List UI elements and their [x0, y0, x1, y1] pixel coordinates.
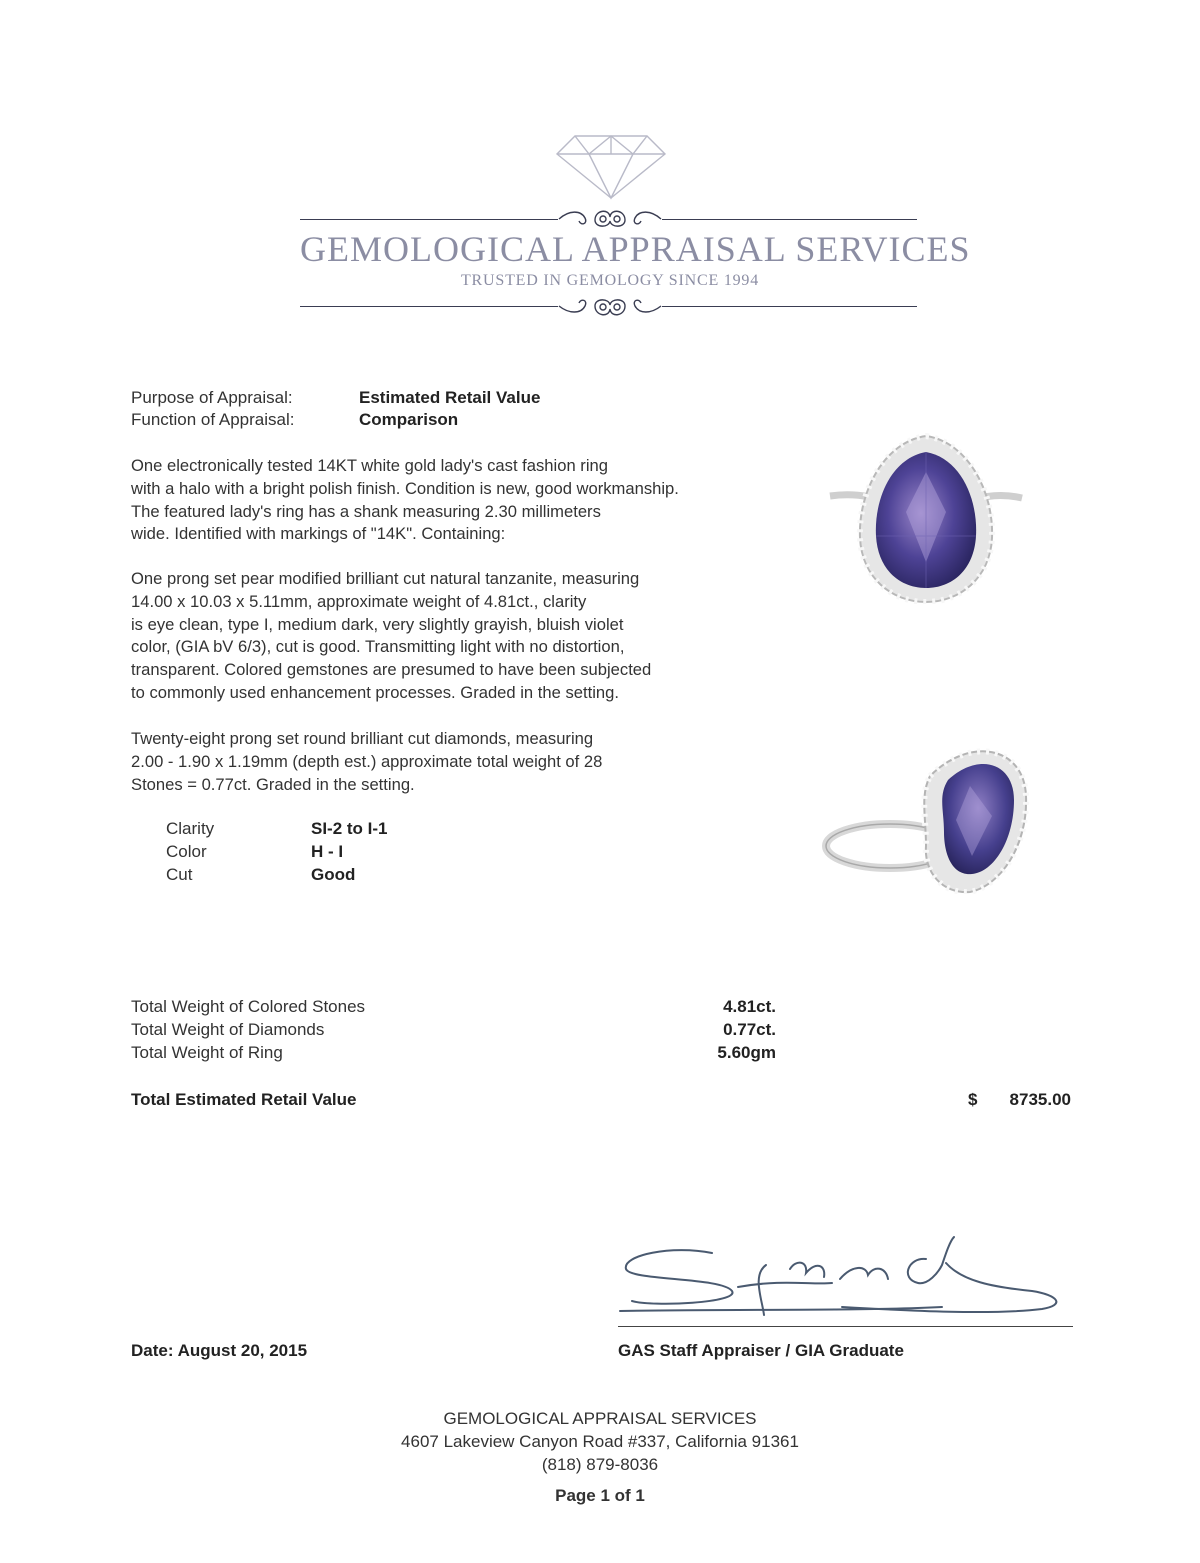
signature-line	[618, 1326, 1073, 1327]
grading-row	[166, 818, 466, 841]
grading-value: H - I	[311, 842, 344, 861]
function-value: Comparison	[359, 410, 459, 429]
appraiser-title: GAS Staff Appraiser / GIA Graduate	[618, 1341, 904, 1360]
footer-phone: (818) 879-8036	[541, 1455, 659, 1474]
company-name: GEMOLOGICAL APPRAISAL SERVICES	[300, 229, 971, 269]
ornament-icon	[555, 294, 665, 318]
diamond-icon	[553, 128, 669, 200]
grading-row	[166, 864, 466, 887]
grading-value: Good	[311, 865, 356, 884]
signature	[612, 1235, 1072, 1331]
grading-label: Clarity	[166, 819, 215, 838]
bottom-rule-left	[300, 306, 558, 307]
purpose-value: Estimated Retail Value	[359, 388, 541, 407]
purpose-label: Purpose of Appraisal:	[131, 388, 293, 407]
grading-row	[166, 841, 466, 864]
total-diamonds-label: Total Weight of Diamonds	[131, 1020, 325, 1039]
total-diamonds-value: 0.77ct.	[723, 1020, 776, 1039]
total-ring-weight-value: 5.60gm	[717, 1043, 776, 1062]
grading-label: Color	[166, 842, 207, 861]
ring-side-view-photo	[820, 736, 1036, 894]
total-ring-weight-label: Total Weight of Ring	[131, 1043, 283, 1062]
tanzanite-description: One prong set pear modified brilliant cut natural tanzanite, measuring 14.00 x 10.03 x 5.11mm, approximate weight of 4.81ct., clarity is eye clean, type I, medium dark, very slightly grayish, bluish violet color, (GIA bV 6/3), cut is good. Transmitting light with no distortion, transparent. Colored gemstones are presumed to have been subjected to commonly used enhancement processes. Graded in the setting.	[131, 569, 652, 702]
function-label: Function of Appraisal:	[131, 410, 295, 429]
top-rule-left	[300, 219, 558, 220]
total-colored-stones-label: Total Weight of Colored Stones	[131, 997, 366, 1016]
diamonds-description: Twenty-eight prong set round brilliant cut diamonds, measuring 2.00 - 1.90 x 1.19mm (depth est.) approximate total weight of 28 Stones = 0.77ct. Graded in the setting.	[131, 729, 603, 794]
footer-address: 4607 Lakeview Canyon Road #337, California 91361	[401, 1432, 799, 1451]
retail-currency: $	[968, 1090, 978, 1109]
ring-description: One electronically tested 14KT white gold lady's cast fashion ring with a halo with a bright polish finish. Condition is new, good workmanship. The featured lady's ring has a shank measuring 2.30 millimeters wide. Identified with markings of "14K". Containing:	[131, 456, 679, 544]
bottom-rule-right	[662, 306, 917, 307]
grading-value: SI-2 to I-1	[311, 819, 388, 838]
retail-value-label: Total Estimated Retail Value	[131, 1090, 357, 1109]
total-colored-stones-value: 4.81ct.	[723, 997, 776, 1016]
top-rule-right	[662, 219, 917, 220]
appraisal-date: Date: August 20, 2015	[131, 1341, 308, 1360]
page-number: Page 1 of 1	[555, 1486, 645, 1505]
grading-table	[166, 818, 466, 887]
grading-label: Cut	[166, 865, 193, 884]
ring-top-view-photo	[828, 432, 1024, 604]
ornament-icon	[555, 206, 665, 230]
footer-company: GEMOLOGICAL APPRAISAL SERVICES	[443, 1409, 757, 1428]
retail-amount: 8735.00	[1009, 1090, 1071, 1109]
letterhead	[0, 0, 1200, 340]
tagline: TRUSTED IN GEMOLOGY SINCE 1994	[460, 272, 760, 289]
